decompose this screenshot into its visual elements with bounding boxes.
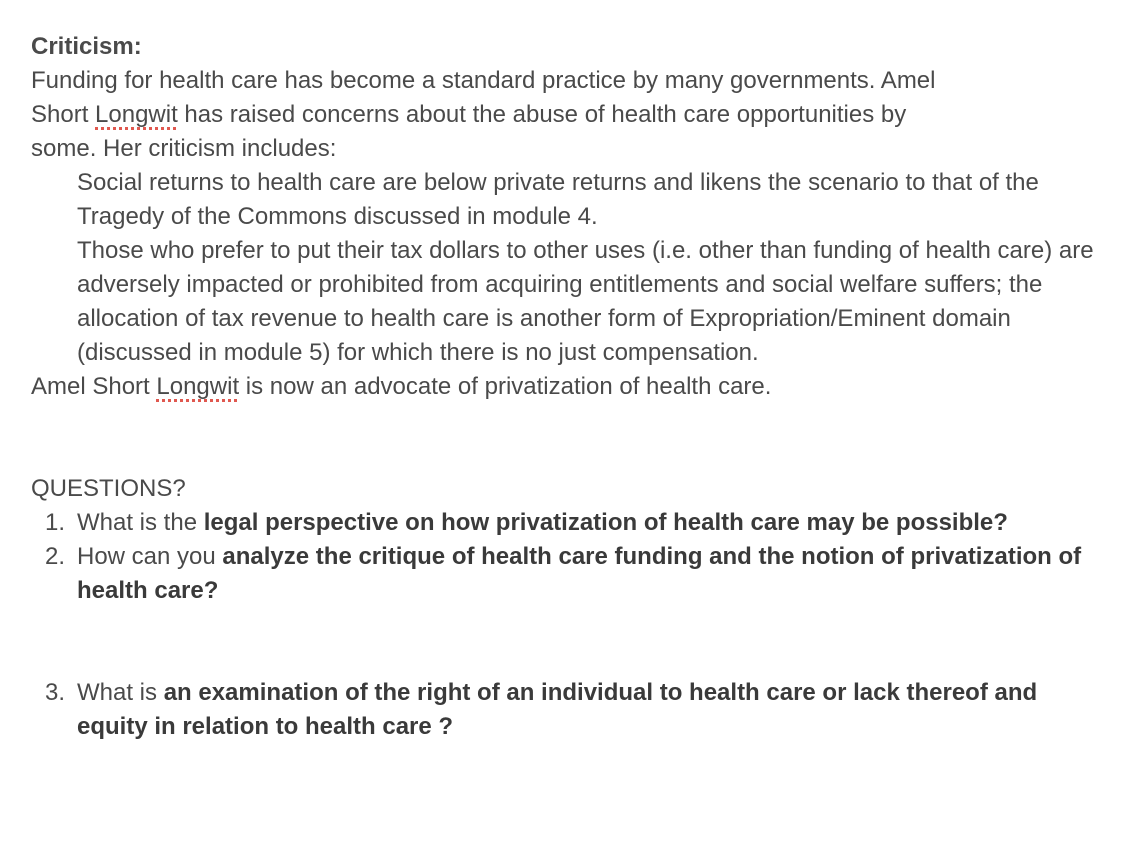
criticism-heading: Criticism:: [31, 33, 142, 60]
questions-heading: QUESTIONS?: [31, 475, 186, 502]
intro-line-3: some. Her criticism includes:: [31, 135, 337, 162]
blank-space: [31, 404, 1111, 472]
criticism-intro: [31, 64, 1111, 166]
question-item: [31, 540, 1111, 608]
questions-list: [31, 506, 1111, 608]
questions-list-continued: [31, 676, 1111, 744]
criticism-closing: [31, 370, 1111, 404]
closing-pre: Amel Short: [31, 373, 157, 400]
document-body: [31, 30, 1111, 744]
blank-space: [31, 608, 1111, 676]
question-plain-text: What is the: [77, 509, 204, 536]
criticism-point-1: Social returns to health care are below private returns and likens the scenario to that of the Tragedy of the Commons discussed in module 4.: [77, 169, 1039, 230]
criticism-point-2: Those who prefer to put their tax dollars to other uses (i.e. other than funding of health care) are adversely impacted or prohibited from acquiring entitlements and social welfare suffers; the allocation of tax revenue to health care is another form of Expropriation/Eminent domain (discussed in module 5) for which there is no just compensation.: [77, 237, 1094, 366]
misspelled-name[interactable]: Longwit: [156, 373, 240, 400]
question-number: 2.: [45, 543, 66, 570]
question-plain-text: What is: [77, 679, 164, 706]
question-number: 3.: [45, 679, 66, 706]
intro-line-2-pre: Short: [31, 101, 96, 128]
question-item: [31, 506, 1111, 540]
intro-line-2-post: has raised concerns about the abuse of health care opportunities by: [177, 101, 907, 128]
question-bold-text: an examination of the right of an individual to health care or lack thereof and equity in relation to health care ?: [77, 679, 1038, 740]
question-item: [31, 676, 1111, 744]
misspelled-name[interactable]: Longwit: [95, 101, 178, 128]
closing-post: is now an advocate of privatization of health care.: [239, 373, 772, 400]
question-number: 1.: [45, 509, 66, 536]
question-plain-text: How can you: [77, 543, 223, 570]
question-bold-text: analyze the critique of health care funding and the notion of privatization of health care?: [77, 543, 1082, 604]
intro-line-1: Funding for health care has become a standard practice by many governments. Amel: [31, 67, 936, 94]
question-bold-text: legal perspective on how privatization of health care may be possible?: [203, 509, 1008, 536]
